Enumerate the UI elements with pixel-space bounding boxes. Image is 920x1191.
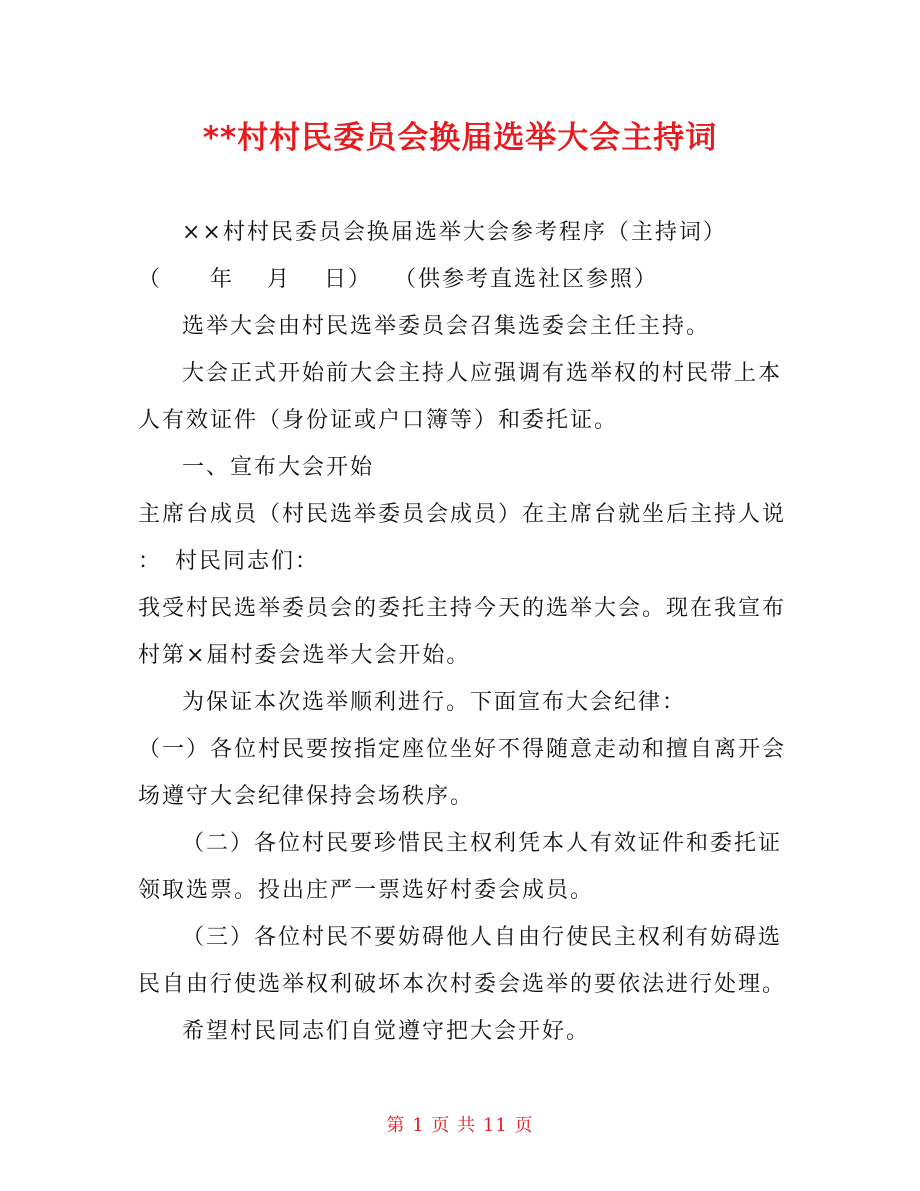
body-line: 场遵守大会纪律保持会场秩序。 [138, 784, 475, 809]
body-line: （ 年 月 日） （供参考直选社区参照） [138, 267, 658, 292]
body-line: ： 村民同志们： [138, 549, 320, 574]
body-line: 选举大会由村民选举委员会召集选委会主任主持。 [182, 314, 711, 339]
document-title: **村村民委员会换届选举大会主持词 [202, 120, 718, 156]
section-heading: 一、宣布大会开始 [182, 455, 375, 480]
body-line: 人有效证件（身份证或户口簿等）和委托证。 [138, 408, 619, 433]
body-line: 民自由行使选举权利破坏本次村委会选举的要依法进行处理。 [138, 972, 787, 997]
body-line: （三）各位村民不要妨碍他人自由行使民主权利有妨碍选 [182, 925, 783, 950]
body-line: 希望村民同志们自觉遵守把大会开好。 [182, 1019, 591, 1044]
body-line: ××村村民委员会换届选举大会参考程序（主持词） [182, 220, 727, 245]
body-line: （一）各位村民要按指定座位坐好不得随意走动和擅自离开会 [138, 737, 787, 762]
body-line: 我受村民选举委员会的委托主持今天的选举大会。现在我宣布 [138, 596, 787, 621]
page-number-footer: 第 1 页 共 11 页 [386, 1115, 534, 1136]
body-line: 大会正式开始前大会主持人应强调有选举权的村民带上本 [182, 361, 783, 386]
body-line: 领取选票。投出庄严一票选好村委会成员。 [138, 878, 595, 903]
body-line: （二）各位村民要珍惜民主权利凭本人有效证件和委托证 [182, 831, 783, 856]
body-line: 主席台成员（村民选举委员会成员）在主席台就坐后主持人说 [138, 502, 787, 527]
body-line: 为保证本次选举顺利进行。下面宣布大会纪律： [182, 690, 687, 715]
body-line: 村第×届村委会选举大会开始。 [138, 643, 471, 668]
